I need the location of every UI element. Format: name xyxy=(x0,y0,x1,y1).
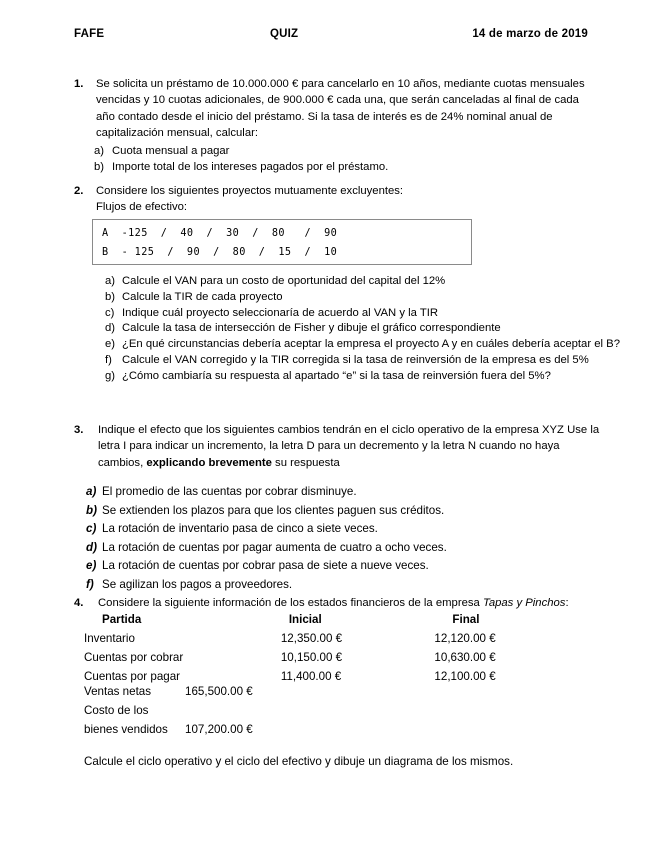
question-3-item-f-text: Se agilizan los pagos a proveedores. xyxy=(102,577,293,591)
table-cell-inicial: 10,150.00 € xyxy=(280,651,343,664)
question-3-item-e-text: La rotación de cuentas por cobrar pasa de siete a nueve veces. xyxy=(102,559,429,573)
table-header-inicial: Inicial xyxy=(288,613,322,626)
table-header-final: Final xyxy=(452,613,480,626)
question-2-item-a-text: Calcule el VAN para un costo de oportunidad del capital del 12% xyxy=(122,275,446,287)
question-2-item-b-label: b) xyxy=(105,290,116,303)
list-item xyxy=(86,520,606,539)
extra-row-amount-ventas: 165,500.00 € xyxy=(185,685,253,698)
table-cell-inicial: 11,400.00 € xyxy=(280,670,342,683)
table-cell-partida: Cuentas por cobrar xyxy=(84,651,184,664)
header-date: 14 de marzo de 2019 xyxy=(472,28,588,40)
question-1-item-a-text: Cuota mensual a pagar xyxy=(112,144,230,157)
question-3-item-b-label: b) xyxy=(86,503,97,517)
question-2-item-g-text: ¿Cómo cambiaría su respuesta al apartado “e” si la tasa de reinversión fuera del 5%? xyxy=(122,369,551,382)
question-2-number: 2. xyxy=(74,185,84,197)
list-item xyxy=(86,557,606,576)
question-2-subitems xyxy=(105,274,620,385)
question-3-item-a-text: El promedio de las cuentas por cobrar disminuye. xyxy=(102,485,357,498)
table-cell-final: 10,630.00 € xyxy=(434,651,496,664)
extra-row-label-ventas: Ventas netas xyxy=(84,685,152,698)
question-1-subitems xyxy=(74,143,594,176)
table-cell-inicial: 12,350.00 € xyxy=(280,632,343,645)
question-2-item-e-label: e) xyxy=(105,338,116,351)
question-2-text: Considere los siguientes proyectos mutuamente excluyentes: xyxy=(96,185,404,197)
question-3-text-part1: Indique el efecto que los siguientes cambios tendrán en el ciclo operativo de la empresa XYZ Use la letra I para indicar un incremento, la letra D para un decremento y la letra N cuando no haya cambios, xyxy=(98,424,600,469)
question-2-item-g-label: g) xyxy=(105,369,116,382)
extra-row-label-bienes: bienes vendidos xyxy=(84,723,168,736)
question-2-item-f-label: f) xyxy=(105,353,112,366)
cash-flow-row-b: B - 125 / 90 / 80 / 15 / 10 xyxy=(102,247,338,258)
question-1 xyxy=(74,76,594,175)
table-cell-partida: Inventario xyxy=(84,632,135,645)
question-2-subtitle: Flujos de efectivo: xyxy=(96,201,188,214)
extra-row-amount-bienes: 107,200.00 € xyxy=(185,723,253,736)
question-1-text: Se solicita un préstamo de 10.000.000 € para cancelarlo en 10 años, mediante cuotas mensuales vencidas y 10 cuotas adicionales, de 900.000 € cada una, que serán canceladas al final de cada año contado desde el inicio del préstamo. Si la tasa de interés es de 24% nominal anual de capitalización mensual, calcular: xyxy=(96,78,585,140)
list-item xyxy=(74,143,594,159)
question-1-item-a-label: a) xyxy=(94,144,105,157)
question-1-item-b-label: b) xyxy=(94,161,105,174)
table-cell-final: 12,100.00 € xyxy=(434,670,496,683)
question-3-number: 3. xyxy=(74,424,84,436)
table-row xyxy=(84,632,554,651)
question-3-text-part2: su respuesta xyxy=(271,456,340,469)
table-header-row xyxy=(84,613,554,632)
list-item xyxy=(105,353,605,369)
question-4 xyxy=(74,595,604,611)
table-cell-final: 12,120.00 € xyxy=(434,632,496,645)
question-4-text-part2: : xyxy=(565,597,569,609)
cash-flow-row-a: A -125 / 40 / 30 / 80 / 90 xyxy=(102,228,338,239)
extra-row-label-costo: Costo de los xyxy=(84,704,149,717)
question-3-item-e-label: e) xyxy=(86,559,97,573)
list-item xyxy=(105,321,605,337)
table-cell-partida: Cuentas por pagar xyxy=(84,670,181,683)
header-course-code: FAFE xyxy=(74,28,105,40)
question-4-text xyxy=(98,595,604,611)
question-3-item-f-label: f) xyxy=(86,577,94,591)
list-item xyxy=(105,337,620,353)
question-2-item-c-label: c) xyxy=(105,306,115,319)
header-title: QUIZ xyxy=(270,28,299,40)
question-3-item-c-text: La rotación de inventario pasa de cinco a siete veces. xyxy=(102,522,378,536)
question-1-number: 1. xyxy=(74,78,84,90)
list-item xyxy=(105,369,605,385)
question-2-item-a-label: a) xyxy=(105,275,116,287)
closing-instruction: Calcule el ciclo operativo y el ciclo del efectivo y dibuje un diagrama de los mismos. xyxy=(84,755,514,768)
list-item xyxy=(105,306,605,322)
list-item xyxy=(86,483,606,502)
question-4-text-part1: Considere la siguiente información de los estados financieros de la empresa xyxy=(98,597,483,609)
question-2-item-e-text: ¿En qué circunstancias debería aceptar la empresa el proyecto A y en cuáles debería aceptar el B? xyxy=(122,338,620,351)
question-2 xyxy=(74,183,594,216)
document-header xyxy=(74,28,588,44)
financial-table xyxy=(84,613,554,689)
question-4-company-name: Tapas y Pinchos xyxy=(482,597,566,609)
question-3-item-d-label: d) xyxy=(86,540,97,554)
question-3-item-a-label: a) xyxy=(86,485,97,498)
list-item xyxy=(105,290,605,306)
question-3-item-b-text: Se extienden los plazos para que los clientes paguen sus créditos. xyxy=(102,503,445,517)
question-3 xyxy=(74,422,604,471)
question-2-item-c-text: Indique cuál proyecto seleccionaría de acuerdo al VAN y la TIR xyxy=(122,306,439,319)
table-row xyxy=(84,651,554,670)
question-2-item-b-text: Calcule la TIR de cada proyecto xyxy=(122,290,283,303)
question-3-text-emphasis: explicando brevemente xyxy=(146,456,272,469)
question-3-item-c-label: c) xyxy=(86,522,97,536)
question-3-subitems xyxy=(86,483,606,595)
question-1-item-b-text: Importe total de los intereses pagados por el préstamo. xyxy=(112,161,389,174)
list-item xyxy=(86,502,606,521)
question-2-item-d-text: Calcule la tasa de intersección de Fisher y dibuje el gráfico correspondiente xyxy=(122,322,501,335)
table-row xyxy=(84,670,554,689)
question-2-item-f-text: Calcule el VAN corregido y la TIR corregida si la tasa de reinversión de la empresa es del 5% xyxy=(122,353,589,366)
list-item xyxy=(105,274,605,290)
question-3-item-d-text: La rotación de cuentas por pagar aumenta de cuatro a ocho veces. xyxy=(102,540,447,554)
question-4-number: 4. xyxy=(74,597,84,609)
question-2-item-d-label: d) xyxy=(105,322,116,335)
list-item xyxy=(86,539,606,558)
table-header-partida: Partida xyxy=(102,613,142,626)
cash-flow-box xyxy=(92,219,472,265)
question-3-text xyxy=(98,422,604,471)
list-item xyxy=(74,159,594,175)
list-item xyxy=(86,576,606,595)
